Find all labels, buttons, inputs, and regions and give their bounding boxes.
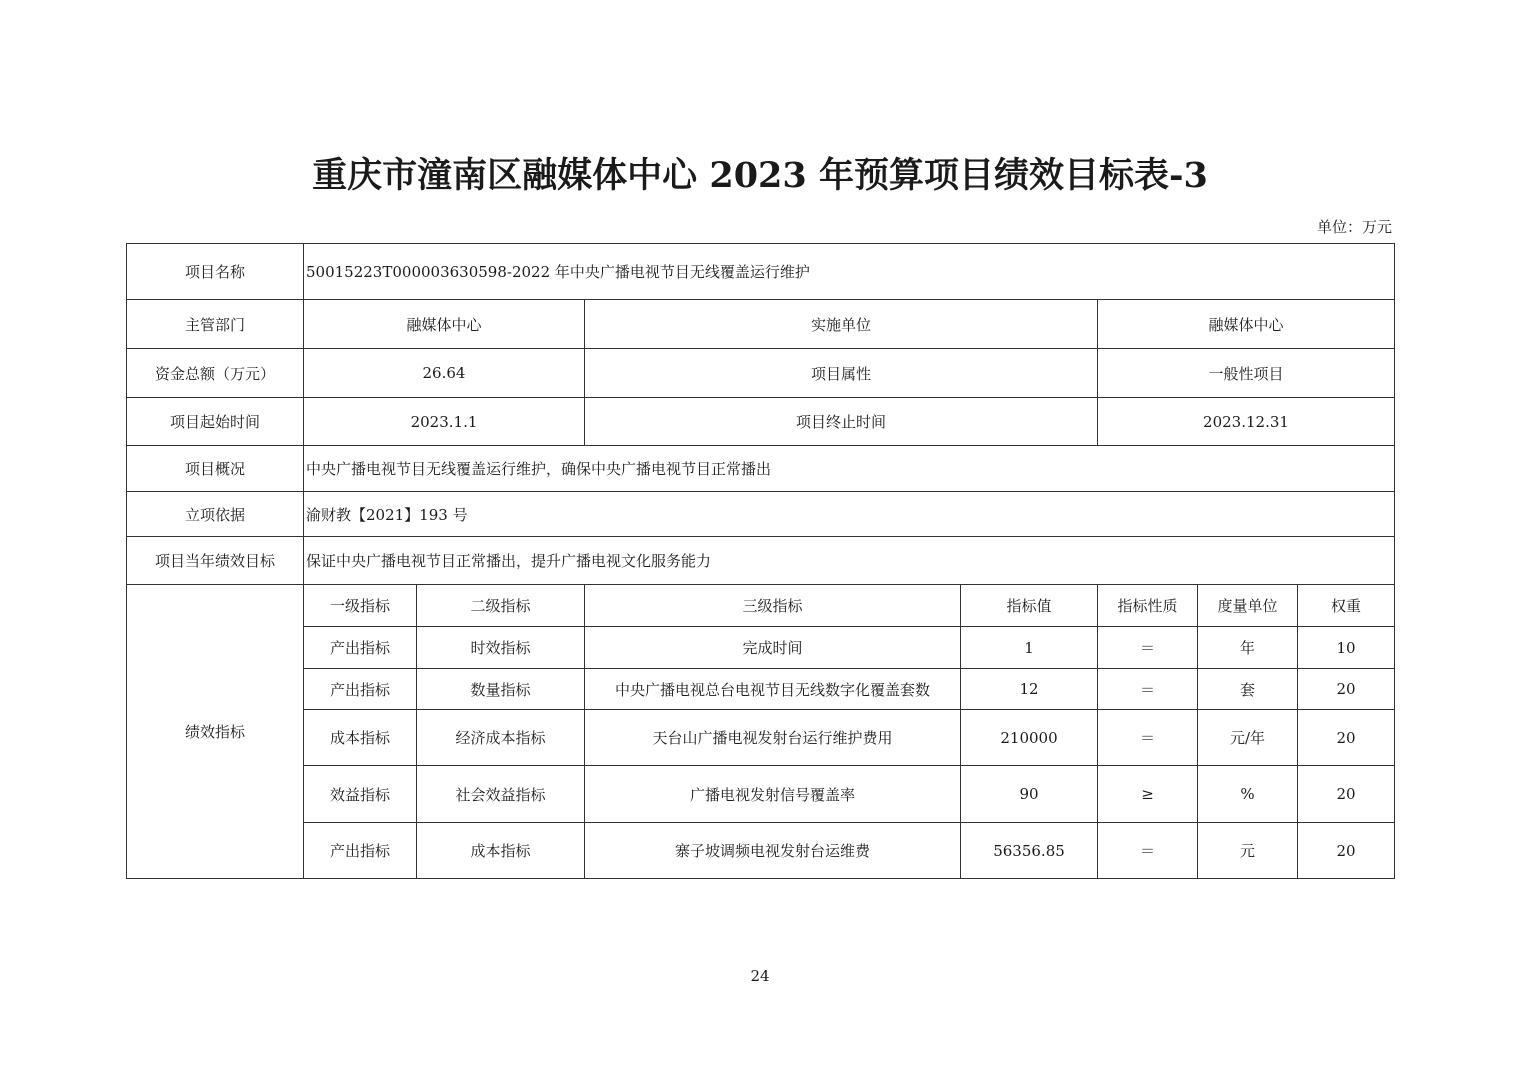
header-unit: 度量单位 bbox=[1198, 585, 1298, 627]
attr-value: 一般性项目 bbox=[1098, 349, 1395, 398]
end-label: 项目终止时间 bbox=[585, 398, 1098, 446]
table-row bbox=[127, 710, 1395, 766]
cell-level1: 产出指标 bbox=[304, 627, 417, 669]
page-number: 24 bbox=[750, 967, 770, 985]
header-weight: 权重 bbox=[1298, 585, 1395, 627]
cell-value: 56356.85 bbox=[961, 823, 1098, 879]
cell-weight: 20 bbox=[1298, 766, 1395, 823]
cell-value: 12 bbox=[961, 669, 1098, 710]
cell-level1: 产出指标 bbox=[304, 823, 417, 879]
project-name-label: 项目名称 bbox=[127, 244, 304, 300]
dept-label: 主管部门 bbox=[127, 300, 304, 349]
header-value: 指标值 bbox=[961, 585, 1098, 627]
cell-nature: ≥ bbox=[1098, 766, 1198, 823]
cell-level3: 寨子坡调频电视发射台运维费 bbox=[585, 823, 961, 879]
table-row bbox=[127, 627, 1395, 669]
end-value: 2023.12.31 bbox=[1098, 398, 1395, 446]
cell-unit: 年 bbox=[1198, 627, 1298, 669]
budget-performance-table bbox=[126, 243, 1395, 879]
page-title: 重庆市潼南区融媒体中心 2023 年预算项目绩效目标表-3 bbox=[312, 155, 1208, 196]
row-goal bbox=[127, 537, 1395, 585]
impl-value: 融媒体中心 bbox=[1098, 300, 1395, 349]
basis-label: 立项依据 bbox=[127, 492, 304, 537]
cell-level2: 时效指标 bbox=[417, 627, 585, 669]
cell-level3: 完成时间 bbox=[585, 627, 961, 669]
cell-unit: % bbox=[1198, 766, 1298, 823]
cell-level3: 天台山广播电视发射台运行维护费用 bbox=[585, 710, 961, 766]
cell-nature: ＝ bbox=[1098, 710, 1198, 766]
goal-label: 项目当年绩效目标 bbox=[127, 537, 304, 585]
cell-level2: 社会效益指标 bbox=[417, 766, 585, 823]
cell-nature: ＝ bbox=[1098, 823, 1198, 879]
perf-label: 绩效指标 bbox=[127, 585, 304, 879]
cell-level1: 效益指标 bbox=[304, 766, 417, 823]
row-fund bbox=[127, 349, 1395, 398]
cell-nature: ＝ bbox=[1098, 669, 1198, 710]
cell-value: 90 bbox=[961, 766, 1098, 823]
cell-weight: 20 bbox=[1298, 823, 1395, 879]
cell-value: 1 bbox=[961, 627, 1098, 669]
cell-level1: 成本指标 bbox=[304, 710, 417, 766]
cell-level3: 中央广播电视总台电视节目无线数字化覆盖套数 bbox=[585, 669, 961, 710]
header-level3: 三级指标 bbox=[585, 585, 961, 627]
cell-weight: 20 bbox=[1298, 669, 1395, 710]
cell-weight: 10 bbox=[1298, 627, 1395, 669]
dept-value: 融媒体中心 bbox=[304, 300, 585, 349]
fund-value: 26.64 bbox=[304, 349, 585, 398]
cell-value: 210000 bbox=[961, 710, 1098, 766]
impl-label: 实施单位 bbox=[585, 300, 1098, 349]
header-level2: 二级指标 bbox=[417, 585, 585, 627]
cell-unit: 元/年 bbox=[1198, 710, 1298, 766]
table-row bbox=[127, 823, 1395, 879]
cell-unit: 套 bbox=[1198, 669, 1298, 710]
overview-label: 项目概况 bbox=[127, 446, 304, 492]
cell-nature: ＝ bbox=[1098, 627, 1198, 669]
start-label: 项目起始时间 bbox=[127, 398, 304, 446]
table-row bbox=[127, 669, 1395, 710]
header-nature: 指标性质 bbox=[1098, 585, 1198, 627]
project-name-value: 50015223T000003630598-2022 年中央广播电视节目无线覆盖运行维护 bbox=[304, 244, 1395, 300]
table-row bbox=[127, 766, 1395, 823]
overview-value: 中央广播电视节目无线覆盖运行维护，确保中央广播电视节目正常播出 bbox=[304, 446, 1395, 492]
goal-value: 保证中央广播电视节目正常播出，提升广播电视文化服务能力 bbox=[304, 537, 1395, 585]
row-basis bbox=[127, 492, 1395, 537]
basis-value: 渝财教【2021】193 号 bbox=[304, 492, 1395, 537]
unit-label: 单位：万元 bbox=[1316, 218, 1392, 236]
row-dates bbox=[127, 398, 1395, 446]
start-value: 2023.1.1 bbox=[304, 398, 585, 446]
row-project-name bbox=[127, 244, 1395, 300]
cell-weight: 20 bbox=[1298, 710, 1395, 766]
row-overview bbox=[127, 446, 1395, 492]
fund-label: 资金总额（万元） bbox=[127, 349, 304, 398]
cell-unit: 元 bbox=[1198, 823, 1298, 879]
header-level1: 一级指标 bbox=[304, 585, 417, 627]
cell-level3: 广播电视发射信号覆盖率 bbox=[585, 766, 961, 823]
perf-header-row bbox=[127, 585, 1395, 627]
cell-level2: 数量指标 bbox=[417, 669, 585, 710]
row-department bbox=[127, 300, 1395, 349]
cell-level1: 产出指标 bbox=[304, 669, 417, 710]
attr-label: 项目属性 bbox=[585, 349, 1098, 398]
cell-level2: 成本指标 bbox=[417, 823, 585, 879]
cell-level2: 经济成本指标 bbox=[417, 710, 585, 766]
